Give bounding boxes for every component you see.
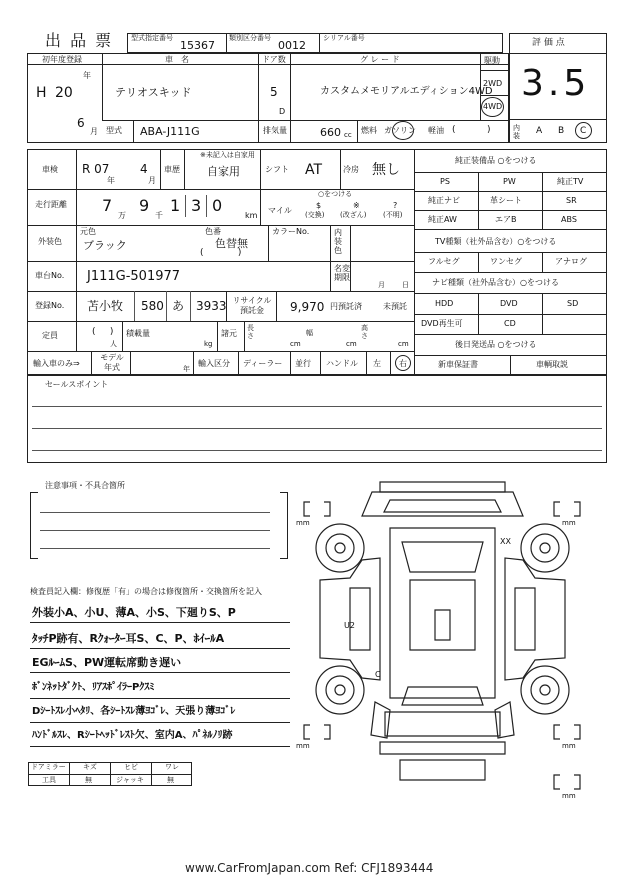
color-number-label: 色番 <box>205 227 221 236</box>
color-no-label: カラーNo. <box>272 227 310 236</box>
ac-label: 冷房 <box>343 165 359 174</box>
grade-label: グ レ ー ド <box>360 55 400 64</box>
model-year-unit: 年 <box>183 365 190 373</box>
equip-abs: ABS <box>561 215 577 224</box>
mirror-header-1: ドアミラー <box>31 763 66 771</box>
mm-label-2: mm <box>562 519 576 527</box>
mirror-value-4: 無 <box>167 776 174 784</box>
plate-area: 苫小牧 <box>87 299 124 313</box>
inspector-line-2: ﾀｯﾁP跡有、Rｸｫｰﾀｰ耳S、C、P、ﾎｲｰﾙA <box>32 632 225 645</box>
mileage-digit-2: 9 <box>139 196 150 215</box>
equip-navi: 純正ナビ <box>428 196 460 205</box>
mileage-opt-exchange-top: $ <box>316 201 322 210</box>
score-value: 3.5 <box>521 63 591 104</box>
tv-label: TV種類（社外品含む）○をつける <box>435 237 557 246</box>
notes-label: 注意事項・不具合箇所 <box>45 481 125 490</box>
inspection-era: R 07 <box>82 162 110 176</box>
mirror-header-4: ワレ <box>165 763 179 771</box>
recycle-label: リサイクル預託金 <box>232 296 272 315</box>
recycle-unit: 円預託済 <box>330 302 362 311</box>
interior-c-circle <box>575 122 592 139</box>
load-label: 積載量 <box>126 329 150 338</box>
door-type: D <box>279 107 286 116</box>
tv-oneseg: ワンセグ <box>490 257 522 266</box>
ext-color-label: 外装色 <box>38 237 62 246</box>
usage-label: 車歴 <box>164 165 180 174</box>
model-type-value: ABA-J111G <box>140 125 200 138</box>
model-designation-value: 15367 <box>180 39 215 52</box>
import-label: 輸入車のみ⇒ <box>33 359 80 368</box>
mileage-unit-sen: 千 <box>155 211 163 220</box>
inspector-line-1: 外装小A、小U、薄A、小S、下廻りS、P <box>32 606 236 619</box>
handle-right: 右 <box>399 359 407 368</box>
first-reg-month: 6 <box>77 116 85 130</box>
load-unit: kg <box>204 340 213 348</box>
first-reg-era: H <box>36 85 47 101</box>
mileage-opt-unknown-top: ? <box>393 201 398 210</box>
damage-mark-xx: XX <box>500 537 511 546</box>
height-unit: cm <box>398 340 409 348</box>
import-type-label: 輸入区分 <box>198 359 230 368</box>
mileage-digit-1: 7 <box>102 196 113 215</box>
genuine-label: 純正装備品 ○をつける <box>455 156 537 165</box>
chassis-label: 車台No. <box>35 271 65 280</box>
later-warranty: 新車保証書 <box>438 360 478 369</box>
nav-sd: SD <box>567 299 579 308</box>
drive-2wd: 2WD <box>483 79 503 88</box>
mileage-opt-exchange: (交換) <box>305 211 325 219</box>
handle-right-circle <box>395 355 411 371</box>
inspector-line-3: EGﾙｰﾑS、PW運転席動き遅い <box>32 656 182 669</box>
recycle-none: 未預託 <box>383 302 407 311</box>
first-reg-label: 初年度登録 <box>42 55 82 64</box>
mirror-header-3: ヒビ <box>124 763 138 771</box>
length-unit: cm <box>290 340 301 348</box>
mileage-opt-mile: マイル <box>268 206 292 215</box>
mileage-km: km <box>245 211 258 220</box>
equip-pw: PW <box>503 177 516 186</box>
shift-label: シフト <box>265 165 289 174</box>
category-label: 類別区分番号 <box>229 34 271 42</box>
name-change-day: 日 <box>402 281 409 289</box>
width-label: 幅 <box>306 329 313 337</box>
recycle-amount: 9,970 <box>290 300 325 314</box>
capacity-paren: ( ) <box>92 327 114 337</box>
ext-color-value: ブラック <box>83 239 127 252</box>
ac-value: 無し <box>372 162 400 178</box>
height-label: 高さ <box>361 324 368 340</box>
fuel-value: ガソリン <box>384 126 416 135</box>
mileage-circle-note: ○をつける <box>318 190 353 198</box>
nav-hdd: HDD <box>435 299 454 308</box>
footer-watermark: www.CarFromJapan.com Ref: CFJ1893444 <box>185 861 434 875</box>
fuel-gasoline-circle <box>392 121 414 140</box>
displacement-unit: cc <box>344 131 352 139</box>
nav-dvd-play: DVD再生可 <box>421 319 463 328</box>
category-value: 0012 <box>278 39 306 52</box>
dealer-label: ディーラー <box>243 359 283 368</box>
mirror-value-2: 無 <box>85 776 92 784</box>
later-label: 後日発送品 ○をつける <box>455 340 537 349</box>
displacement-label: 排気量 <box>263 126 287 135</box>
first-reg-year-unit: 年 <box>83 71 91 80</box>
serial-label: シリアル番号 <box>323 34 365 42</box>
usage-note: ※未記入は自家用 <box>200 151 255 159</box>
drive-4wd: 4WD <box>483 102 503 111</box>
inspection-month: 4 <box>140 162 148 176</box>
inspector-label: 検査員記入欄：修復歴「有」の場合は修復箇所・交換箇所を記入 <box>30 587 262 596</box>
displacement-value: 660 <box>320 126 341 139</box>
drive-label: 駆動 <box>484 56 500 65</box>
sales-point-label: セールスポイント <box>45 380 109 389</box>
first-reg-year: 20 <box>55 85 73 101</box>
plate-class: 580 <box>141 299 164 313</box>
plate-number: 3933 <box>196 299 227 313</box>
mileage-opt-unknown: (不明) <box>383 211 403 219</box>
drive-4wd-circle <box>481 97 504 117</box>
doors-label: ドア数 <box>262 55 286 64</box>
interior-grade-b: B <box>558 126 565 136</box>
light-oil-paren: ( ) <box>452 125 491 135</box>
name-change-label: 名変期限 <box>334 264 350 282</box>
model-year-label: モデル年式 <box>100 353 124 372</box>
mm-label-4: mm <box>562 742 576 750</box>
mileage-digit-3: 1 <box>170 196 181 215</box>
handle-left: 左 <box>373 359 381 368</box>
model-type-label: 型式 <box>106 126 122 135</box>
plate-kana: あ <box>172 299 185 313</box>
model-designation-label: 型式指定番号 <box>131 34 173 42</box>
mileage-opt-tamper: (改ざん) <box>340 211 367 219</box>
mirror-header-2: キズ <box>83 763 97 771</box>
vehicle-name-label: 車 名 <box>165 55 189 64</box>
inspection-label: 車検 <box>42 165 58 174</box>
width-unit: cm <box>346 340 357 348</box>
color-change-value: 色替無 <box>215 237 248 250</box>
inspection-year-unit: 年 <box>107 176 115 185</box>
mileage-digit-4: 3 <box>191 196 202 215</box>
mm-label-5: mm <box>562 792 576 800</box>
nav-cd: CD <box>504 319 516 328</box>
inspector-line-4: ﾎﾞﾝﾈｯﾄﾀﾞｸﾄ、ﾘｱｽﾎﾟｲﾗｰPｸｽﾐ <box>32 682 155 693</box>
inspection-month-unit: 月 <box>148 176 156 185</box>
plate-label: 登録No. <box>35 301 65 310</box>
interior-label: 内装 <box>513 124 520 140</box>
equip-tv: 純正TV <box>557 177 584 186</box>
sheet-title: 出 品 票 <box>45 31 114 50</box>
doors-value: 5 <box>270 85 278 99</box>
equip-leather: 革シート <box>490 196 522 205</box>
int-color-label: 内装色 <box>334 228 342 255</box>
equip-aw: 純正AW <box>428 215 457 224</box>
length-label: 長さ <box>247 324 254 340</box>
dims-label: 諸元 <box>221 329 237 338</box>
chassis-value: J111G-501977 <box>87 269 181 284</box>
nav-label: ナビ種類（社外品含む）○をつける <box>432 278 559 287</box>
mm-label-1: mm <box>296 519 310 527</box>
tv-analog: アナログ <box>555 257 587 266</box>
parallel-label: 並行 <box>295 359 311 368</box>
first-reg-month-unit: 月 <box>90 127 98 136</box>
usage-value: 自家用 <box>207 165 240 178</box>
mirror-value-1: 工具 <box>42 776 56 784</box>
damage-mark-c: C <box>375 670 381 679</box>
fuel-label: 燃料 <box>361 126 377 135</box>
mileage-digit-5: 0 <box>212 196 223 215</box>
mileage-opt-tamper-top: ※ <box>353 201 360 210</box>
damage-mark-u2: U2 <box>344 621 355 630</box>
interior-grade-c: C <box>580 126 587 136</box>
interior-grade-a: A <box>536 126 543 136</box>
mirror-value-3: ジャッキ <box>116 776 144 784</box>
equip-sr: SR <box>566 196 577 205</box>
name-change-month: 月 <box>378 281 385 289</box>
equip-ps: PS <box>440 177 450 186</box>
mileage-unit-man: 万 <box>118 211 126 220</box>
light-oil-label: 軽油 <box>428 126 444 135</box>
nav-dvd: DVD <box>500 299 518 308</box>
capacity-label: 定員 <box>42 331 58 340</box>
later-manual: 車輌取説 <box>536 360 568 369</box>
orig-color-label: 元色 <box>80 227 96 236</box>
tv-fullseg: フルセグ <box>428 257 460 266</box>
inspector-line-6: ﾊﾝﾄﾞﾙｽﾚ、Rｼｰﾄﾍｯﾄﾞﾚｽﾄ欠、室内A、ﾊﾟﾈﾙﾉﾘ跡 <box>32 730 233 741</box>
inspector-line-5: Dｼｰﾄｽﾚ小ﾍﾀﾘ、各ｼｰﾄｽﾚ薄ﾖｺﾞﾚ、天張り薄ﾖｺﾞﾚ <box>32 706 236 717</box>
shift-value: AT <box>305 162 323 178</box>
mileage-label: 走行距離 <box>35 200 67 209</box>
grade-value: カスタムメモリアルエディション4WD <box>320 86 493 97</box>
capacity-unit: 人 <box>110 340 117 348</box>
score-label: 評 価 点 <box>532 38 565 48</box>
mm-label-3: mm <box>296 742 310 750</box>
handle-label: ハンドル <box>326 359 358 368</box>
color-change-paren: ( ) <box>200 248 242 258</box>
equip-airbag: エアB <box>495 215 517 224</box>
vehicle-name: テリオスキッド <box>115 86 192 99</box>
